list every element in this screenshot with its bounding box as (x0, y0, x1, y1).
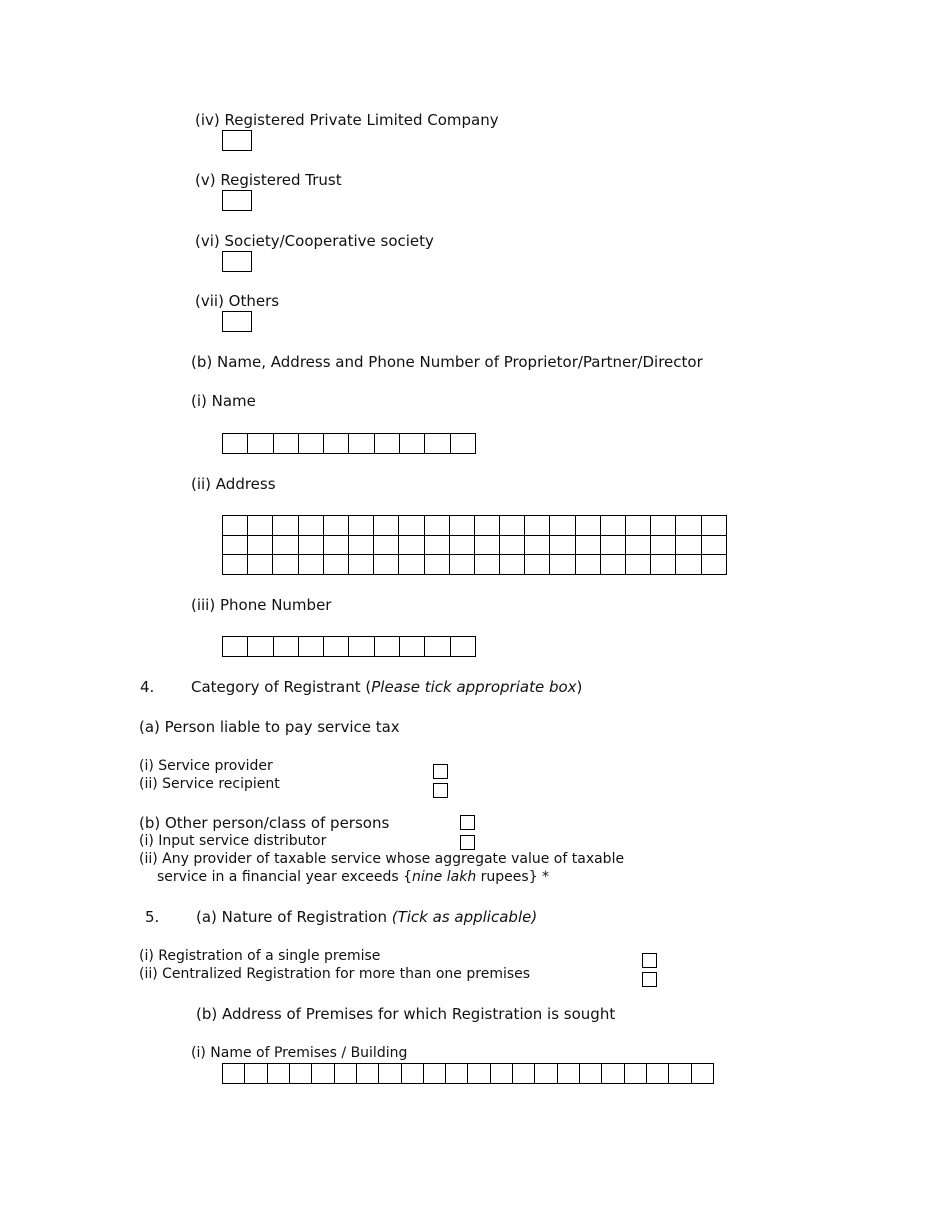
phone-input-grid[interactable] (222, 636, 476, 657)
centralized-registration-checkbox[interactable] (642, 972, 657, 987)
option-vi-checkbox[interactable] (222, 251, 252, 272)
name-input-grid[interactable] (222, 433, 476, 454)
section-3b-heading: (b) Name, Address and Phone Number of Proprietor/Partner/Director (191, 353, 703, 371)
section-4-number: 4. (140, 678, 155, 696)
phone-label: (iii) Phone Number (191, 596, 332, 614)
option-iv-label: (iv) Registered Private Limited Company (195, 111, 499, 129)
section-4b-heading: (b) Other person/class of persons (139, 814, 390, 832)
option-vii-label: (vii) Others (195, 292, 280, 310)
other-persons-checkbox[interactable] (460, 815, 475, 830)
name-label: (i) Name (191, 392, 256, 410)
taxable-provider-label-line2: service in a financial year exceeds {nine lakh rupees} * (157, 869, 550, 885)
option-iv-checkbox[interactable] (222, 130, 252, 151)
option-v-label: (v) Registered Trust (195, 171, 342, 189)
address-input-grid[interactable] (222, 515, 727, 575)
section-4a-heading: (a) Person liable to pay service tax (139, 718, 400, 736)
option-v-checkbox[interactable] (222, 190, 252, 211)
section-5b-heading: (b) Address of Premises for which Registration is sought (196, 1005, 616, 1023)
section-4-title: Category of Registrant (Please tick appropriate box) (191, 678, 583, 696)
centralized-registration-label: (ii) Centralized Registration for more than one premises (139, 966, 531, 982)
taxable-provider-label-line1: (ii) Any provider of taxable service whose aggregate value of taxable (139, 851, 625, 867)
premises-name-input-grid[interactable] (222, 1063, 714, 1084)
section-5a-title: (a) Nature of Registration (Tick as applicable) (196, 908, 538, 926)
input-service-distributor-checkbox[interactable] (460, 835, 475, 850)
input-service-distributor-label: (i) Input service distributor (139, 833, 327, 849)
service-recipient-checkbox[interactable] (433, 783, 448, 798)
single-premise-label: (i) Registration of a single premise (139, 948, 381, 964)
single-premise-checkbox[interactable] (642, 953, 657, 968)
option-vii-checkbox[interactable] (222, 311, 252, 332)
service-provider-label: (i) Service provider (139, 758, 273, 774)
service-provider-checkbox[interactable] (433, 764, 448, 779)
section-5-number: 5. (145, 908, 160, 926)
option-vi-label: (vi) Society/Cooperative society (195, 232, 434, 250)
premises-name-label: (i) Name of Premises / Building (191, 1045, 408, 1061)
service-recipient-label: (ii) Service recipient (139, 776, 280, 792)
address-label: (ii) Address (191, 475, 276, 493)
